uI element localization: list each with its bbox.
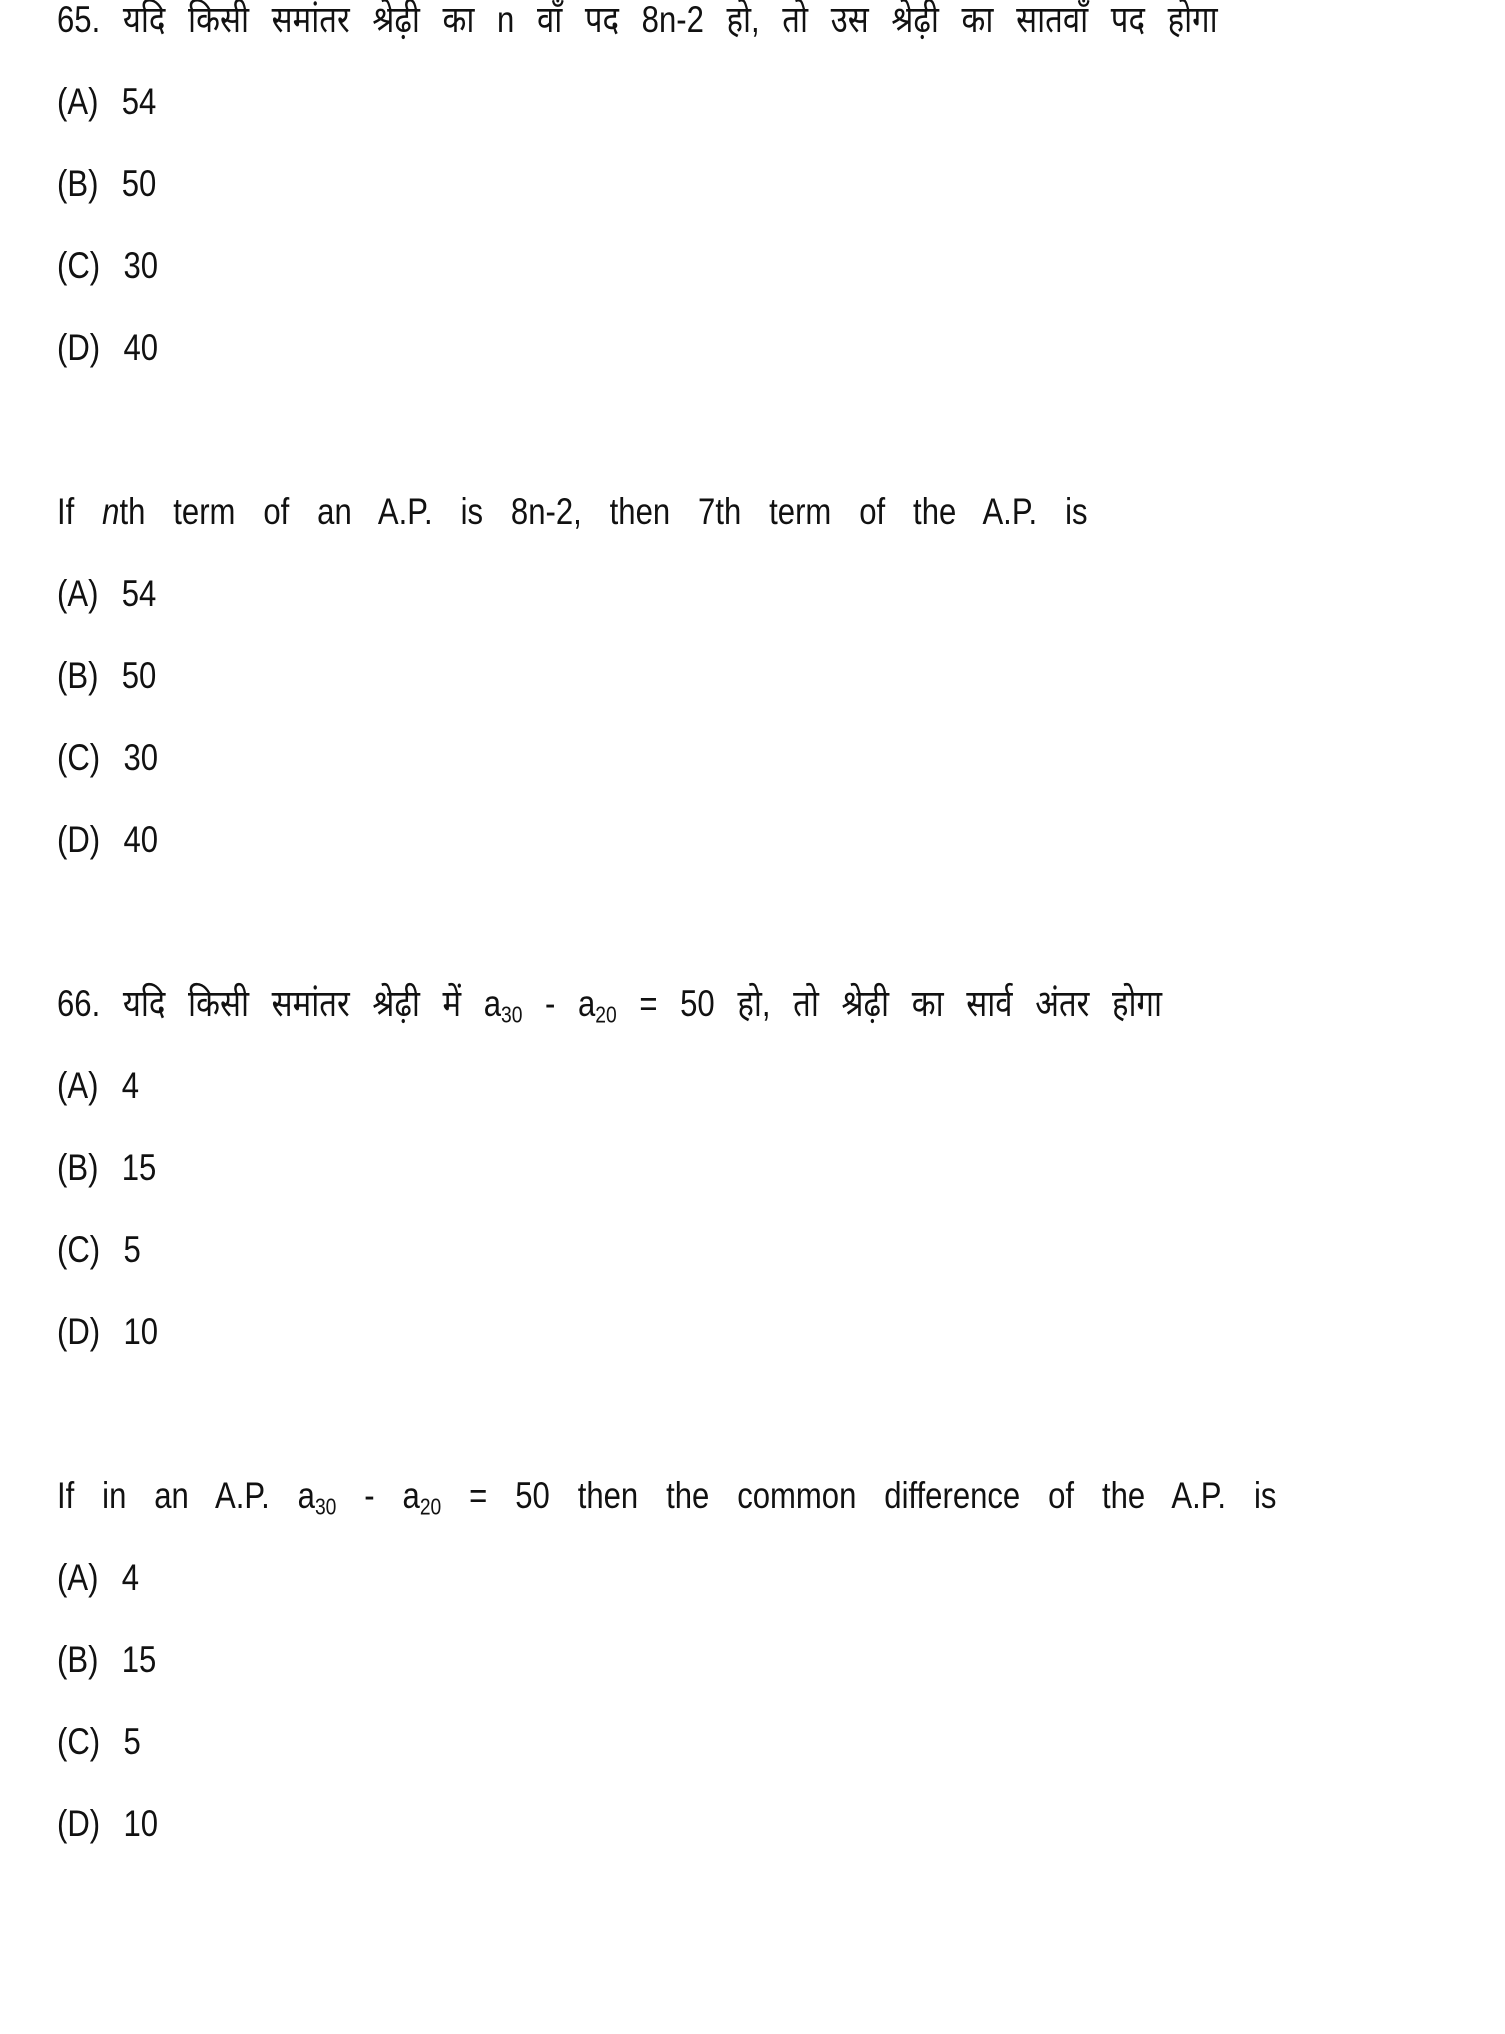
question-text-part2: - a: [522, 983, 596, 1024]
option-a[interactable]: [57, 61, 1273, 143]
option-label: (C): [57, 1229, 101, 1270]
question-page: [57, 0, 1505, 1947]
option-c[interactable]: [57, 225, 1273, 307]
question-65-hindi: [57, 0, 1505, 389]
question-text-part1: 66. यदि किसी समांतर श्रेढ़ी में a: [57, 983, 501, 1024]
option-label: (B): [57, 1147, 99, 1188]
question-text-pre: If: [57, 491, 103, 532]
option-label: (D): [57, 1311, 101, 1352]
option-a[interactable]: [57, 1045, 1273, 1127]
question-text-part2: - a: [336, 1475, 420, 1516]
question-text: [57, 0, 1273, 61]
subscript-20: 20: [595, 1001, 617, 1028]
option-label: (B): [57, 163, 99, 204]
option-value: 50: [121, 163, 157, 204]
option-d[interactable]: [57, 799, 1273, 881]
subscript-30: 30: [500, 1001, 523, 1028]
option-label: (D): [57, 327, 101, 368]
option-d[interactable]: [57, 1291, 1273, 1373]
question-65-english: [57, 471, 1505, 881]
option-value: 50: [121, 655, 157, 696]
option-a[interactable]: [57, 553, 1273, 635]
option-value: 54: [121, 573, 157, 614]
option-value: 4: [121, 1557, 140, 1598]
option-label: (A): [57, 81, 99, 122]
option-label: (D): [57, 819, 101, 860]
question-66-english: [57, 1455, 1505, 1865]
option-b[interactable]: [57, 635, 1273, 717]
question-text-part3: = 50 हो, तो श्रेढ़ी का सार्व अंतर होगा: [616, 983, 1163, 1024]
option-a[interactable]: [57, 1537, 1273, 1619]
question-text-part1: If in an A.P. a: [57, 1475, 315, 1516]
option-value: 30: [123, 737, 159, 778]
option-label: (A): [57, 1557, 99, 1598]
option-label: (B): [57, 655, 99, 696]
subscript-20: 20: [419, 1493, 442, 1520]
option-c[interactable]: [57, 1209, 1273, 1291]
option-b[interactable]: [57, 1619, 1273, 1701]
question-text: [57, 963, 1273, 1045]
question-text-part3: = 50 then the common difference of the A.P. is: [441, 1475, 1277, 1516]
option-b[interactable]: [57, 1127, 1273, 1209]
subscript-30: 30: [314, 1493, 337, 1520]
option-value: 40: [123, 327, 159, 368]
italic-variable-n: n: [102, 491, 120, 532]
option-value: 10: [123, 1803, 159, 1844]
option-value: 40: [123, 819, 159, 860]
option-value: 5: [123, 1721, 141, 1762]
option-c[interactable]: [57, 1701, 1273, 1783]
option-c[interactable]: [57, 717, 1273, 799]
option-label: (C): [57, 737, 101, 778]
option-value: 10: [123, 1311, 159, 1352]
option-label: (C): [57, 245, 101, 286]
option-label: (B): [57, 1639, 99, 1680]
question-text: [57, 1455, 1277, 1537]
question-65-hindi-text: 65. यदि किसी समांतर श्रेढ़ी का n वाँ पद 8n-2 हो, तो उस श्रेढ़ी का सातवाँ पद होगा: [57, 0, 1218, 40]
option-label: (A): [57, 573, 99, 614]
option-value: 5: [123, 1229, 141, 1270]
option-label: (C): [57, 1721, 101, 1762]
option-value: 15: [121, 1147, 157, 1188]
option-d[interactable]: [57, 1783, 1273, 1865]
option-label: (D): [57, 1803, 101, 1844]
option-label: (A): [57, 1065, 99, 1106]
question-text-post: th term of an A.P. is 8n-2, then 7th term of the A.P. is: [119, 491, 1088, 532]
option-value: 15: [121, 1639, 157, 1680]
option-b[interactable]: [57, 143, 1273, 225]
option-value: 4: [121, 1065, 140, 1106]
option-value: 30: [123, 245, 159, 286]
question-66-hindi: [57, 963, 1505, 1373]
option-d[interactable]: [57, 307, 1273, 389]
option-value: 54: [121, 81, 157, 122]
question-text: [57, 471, 1273, 553]
